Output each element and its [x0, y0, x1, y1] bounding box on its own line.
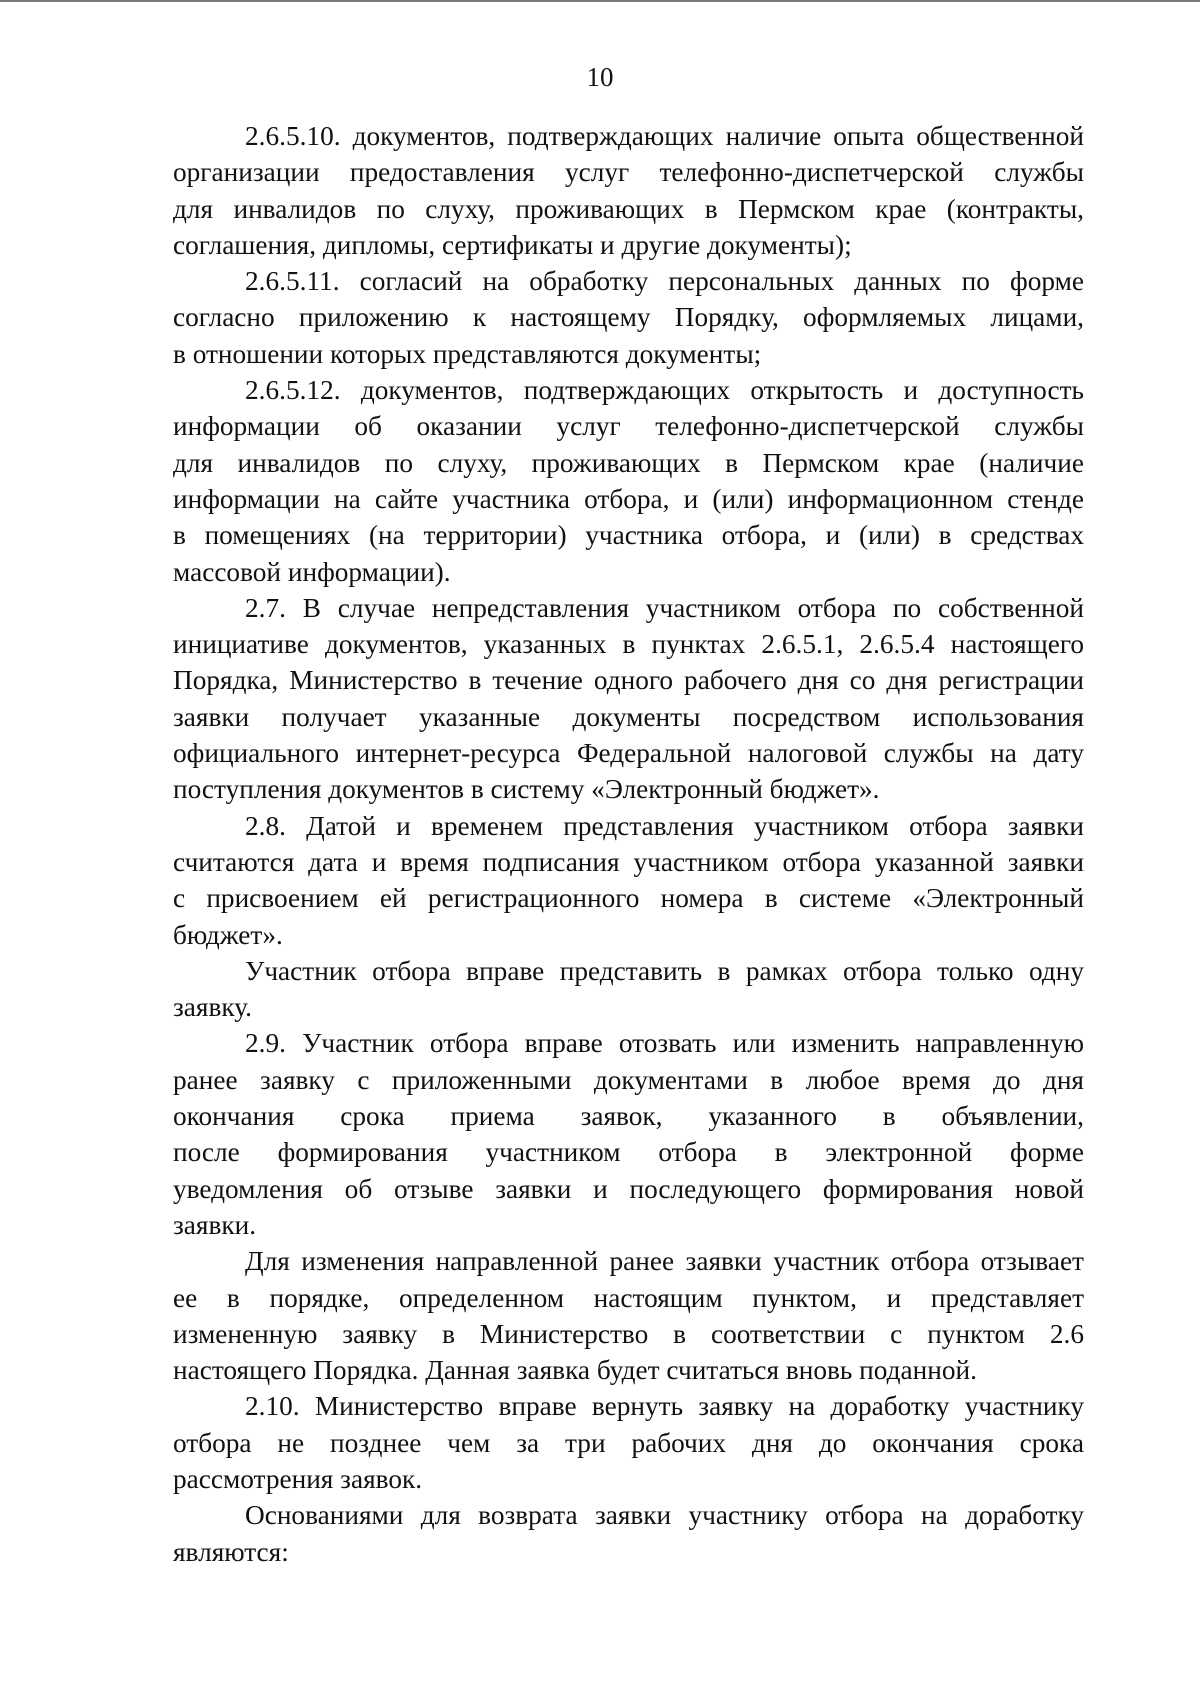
text-line: 2.10. Министерство вправе вернуть заявку на доработку участнику: [245, 1391, 1084, 1422]
text-line: заявки получает указанные документы посредством использования: [173, 701, 1084, 732]
paragraph: [173, 118, 1084, 263]
text-line: массовой информации).: [173, 556, 451, 587]
paragraph: [173, 1243, 1084, 1388]
text-line: 2.6.5.11. согласий на обработку персональных данных по форме: [245, 266, 1084, 297]
text-line: Участник отбора вправе представить в рамках отбора только одну: [245, 955, 1084, 986]
text-line: в отношении которых представляются документы;: [173, 338, 762, 369]
text-line: настоящего Порядка. Данная заявка будет считаться вновь поданной.: [173, 1355, 977, 1386]
paragraph: [173, 1497, 1084, 1570]
text-line: 2.9. Участник отбора вправе отозвать или изменить направленную: [245, 1028, 1084, 1059]
text-line: информации на сайте участника отбора, и (или) информационном стенде: [173, 483, 1084, 514]
text-line: являются:: [173, 1536, 289, 1567]
paragraph: [173, 808, 1084, 953]
text-line: ранее заявку с приложенными документами в любое время до дня: [173, 1064, 1084, 1095]
text-line: ее в порядке, определенном настоящим пунктом, и представляет: [173, 1282, 1084, 1313]
text-line: поступления документов в систему «Электронный бюджет».: [173, 774, 880, 805]
text-line: уведомления об отзыве заявки и последующего формирования новой: [173, 1173, 1084, 1204]
text-line: официального интернет-ресурса Федеральной налоговой службы на дату: [173, 738, 1084, 769]
scan-edge: [0, 0, 1200, 2]
text-line: Для изменения направленной ранее заявки участник отбора отзывает: [245, 1246, 1084, 1277]
text-line: соглашения, дипломы, сертификаты и другие документы);: [173, 229, 852, 260]
text-line: рассмотрения заявок.: [173, 1463, 423, 1494]
text-line: информации об оказании услуг телефонно-диспетчерской службы: [173, 411, 1084, 442]
paragraph: [173, 590, 1084, 808]
text-line: отбора не позднее чем за три рабочих дня до окончания срока: [173, 1427, 1084, 1458]
text-line: окончания срока приема заявок, указанного в объявлении,: [173, 1101, 1084, 1132]
text-line: Основаниями для возврата заявки участнику отбора на доработку: [245, 1500, 1084, 1531]
text-line: для инвалидов по слуху, проживающих в Пермском крае (наличие: [173, 447, 1084, 478]
text-line: заявку.: [173, 992, 252, 1023]
paragraph: [173, 1388, 1084, 1497]
paragraph: [173, 372, 1084, 590]
text-line: в помещениях (на территории) участника отбора, и (или) в средствах: [173, 520, 1084, 551]
paragraph: [173, 953, 1084, 1026]
text-line: 2.7. В случае непредставления участником отбора по собственной: [245, 592, 1084, 623]
paragraph: [173, 1025, 1084, 1243]
text-line: Порядка, Министерство в течение одного рабочего дня со дня регистрации: [173, 665, 1084, 696]
text-line: измененную заявку в Министерство в соответствии с пунктом 2.6: [173, 1318, 1084, 1349]
paragraph: [173, 263, 1084, 372]
text-line: инициативе документов, указанных в пунктах 2.6.5.1, 2.6.5.4 настоящего: [173, 629, 1084, 660]
text-line: после формирования участником отбора в электронной форме: [173, 1137, 1084, 1168]
text-line: для инвалидов по слуху, проживающих в Пермском крае (контракты,: [173, 193, 1084, 224]
text-line: считаются дата и время подписания участником отбора указанной заявки: [173, 846, 1084, 877]
text-line: с присвоением ей регистрационного номера в системе «Электронный: [173, 883, 1084, 914]
text-line: организации предоставления услуг телефонно-диспетчерской службы: [173, 157, 1084, 188]
text-line: 2.8. Датой и временем представления участником отбора заявки: [245, 810, 1084, 841]
text-line: 2.6.5.12. документов, подтверждающих открытость и доступность: [245, 375, 1084, 406]
text-line: бюджет».: [173, 919, 283, 950]
text-line: согласно приложению к настоящему Порядку, оформляемых лицами,: [173, 302, 1084, 333]
text-line: заявки.: [173, 1209, 257, 1240]
page-number: 10: [586, 62, 614, 92]
document-body: [173, 118, 1084, 1570]
text-line: 2.6.5.10. документов, подтверждающих наличие опыта общественной: [245, 121, 1084, 151]
